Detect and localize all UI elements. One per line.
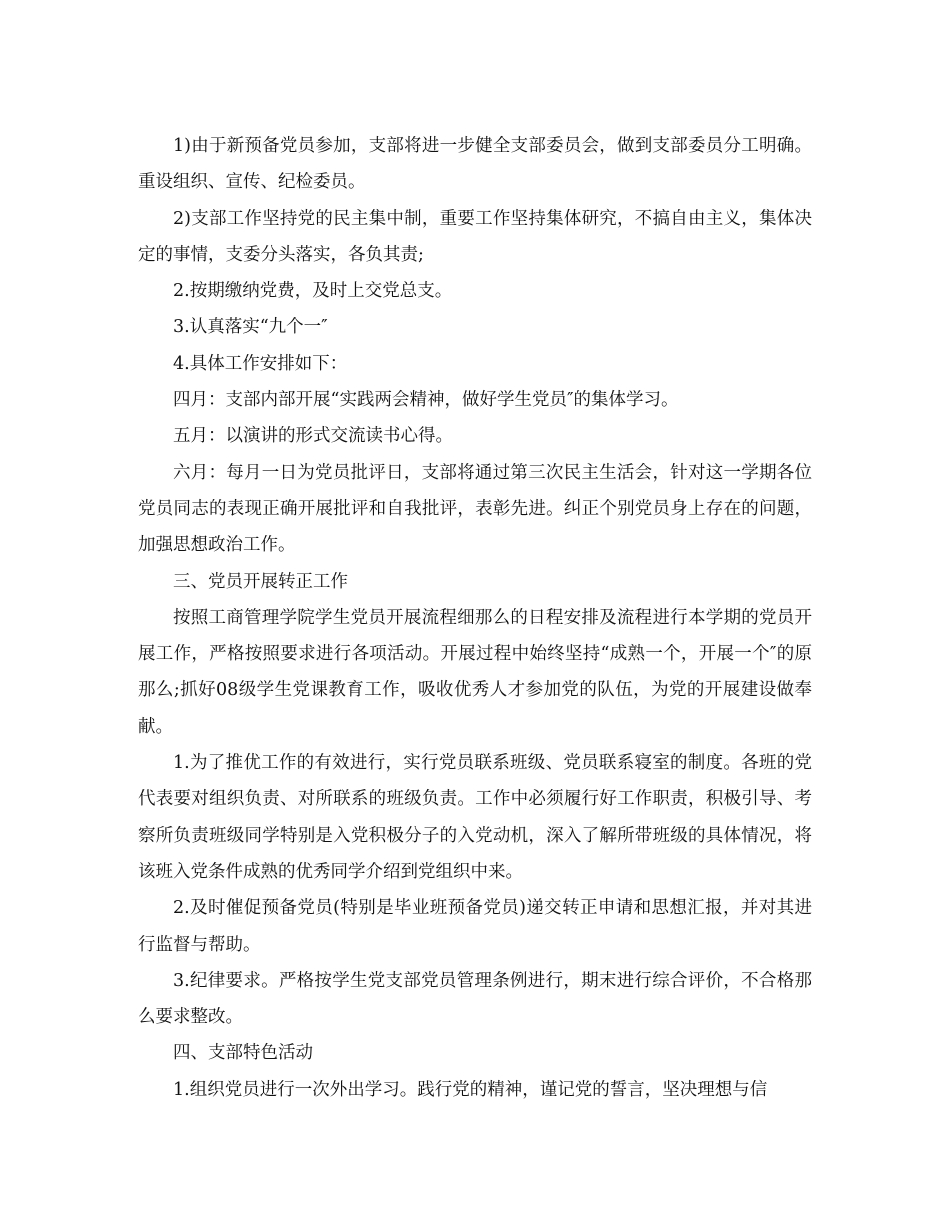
paragraph-class-liaison: 1.为了推优工作的有效进行，实行党员联系班级、党员联系寝室的制度。各班的党代表要对组织负责、对所联系的班级负责。工作中必须履行好工作职责，积极引导、考察所负责班级同学特别是入党积极分子的入党动机，深入了解所带班级的具体情况，将该班入党条件成熟的优秀同学介绍到党组织中来。 bbox=[138, 753, 812, 882]
paragraph-nine-ones: 3.认真落实“九个一″ bbox=[173, 317, 328, 338]
paragraph-development-process: 按照工商管理学院学生党员开展流程细那么的日程安排及流程进行本学期的党员开展工作，严格按照要求进行各项活动。开展过程中始终坚持“成熟一个，开展一个″的原那么;抓好08级学生党课教育工作，吸收优秀人才参加党的队伍，为党的开展建设做奉献。 bbox=[138, 607, 812, 737]
paragraph-work-arrangement: 4.具体工作安排如下： bbox=[173, 353, 348, 374]
paragraph-discipline: 3.纪律要求。严格按学生党支部党员管理条例进行，期末进行综合评价，不合格那么要求整改。 bbox=[138, 970, 812, 1028]
section-heading-activities: 四、支部特色活动 bbox=[173, 1043, 313, 1064]
paragraph-branch-committee: 1)由于新预备党员参加，支部将进一步健全支部委员会，做到支部委员分工明确。重设组织、宣传、纪检委员。 bbox=[138, 136, 812, 193]
paragraph-party-dues: 2.按期缴纳党费，及时上交党总支。 bbox=[173, 281, 453, 302]
paragraph-april: 四月：支部内部开展“实践两会精神，做好学生党员″的集体学习。 bbox=[173, 390, 679, 411]
document-body bbox=[138, 128, 812, 1108]
section-heading-probation: 三、党员开展转正工作 bbox=[173, 571, 348, 592]
paragraph-may: 五月：以演讲的形式交流读书心得。 bbox=[173, 426, 453, 447]
paragraph-field-study: 1.组织党员进行一次外出学习。践行党的精神，谨记党的誓言，坚决理想与信 bbox=[173, 1079, 768, 1100]
paragraph-democratic-centralism: 2)支部工作坚持党的民主集中制，重要工作坚持集体研究，不搞自由主义，集体决定的事情，支委分头落实，各负其责; bbox=[138, 208, 812, 265]
paragraph-june: 六月：每月一日为党员批评日，支部将通过第三次民主生活会，针对这一学期各位党员同志的表现正确开展批评和自我批评，表彰先进。纠正个别党员身上存在的问题，加强思想政治工作。 bbox=[138, 462, 812, 556]
paragraph-probation-application: 2.及时催促预备党员(特别是毕业班预备党员)递交转正申请和思想汇报，并对其进行监督与帮助。 bbox=[138, 898, 812, 955]
